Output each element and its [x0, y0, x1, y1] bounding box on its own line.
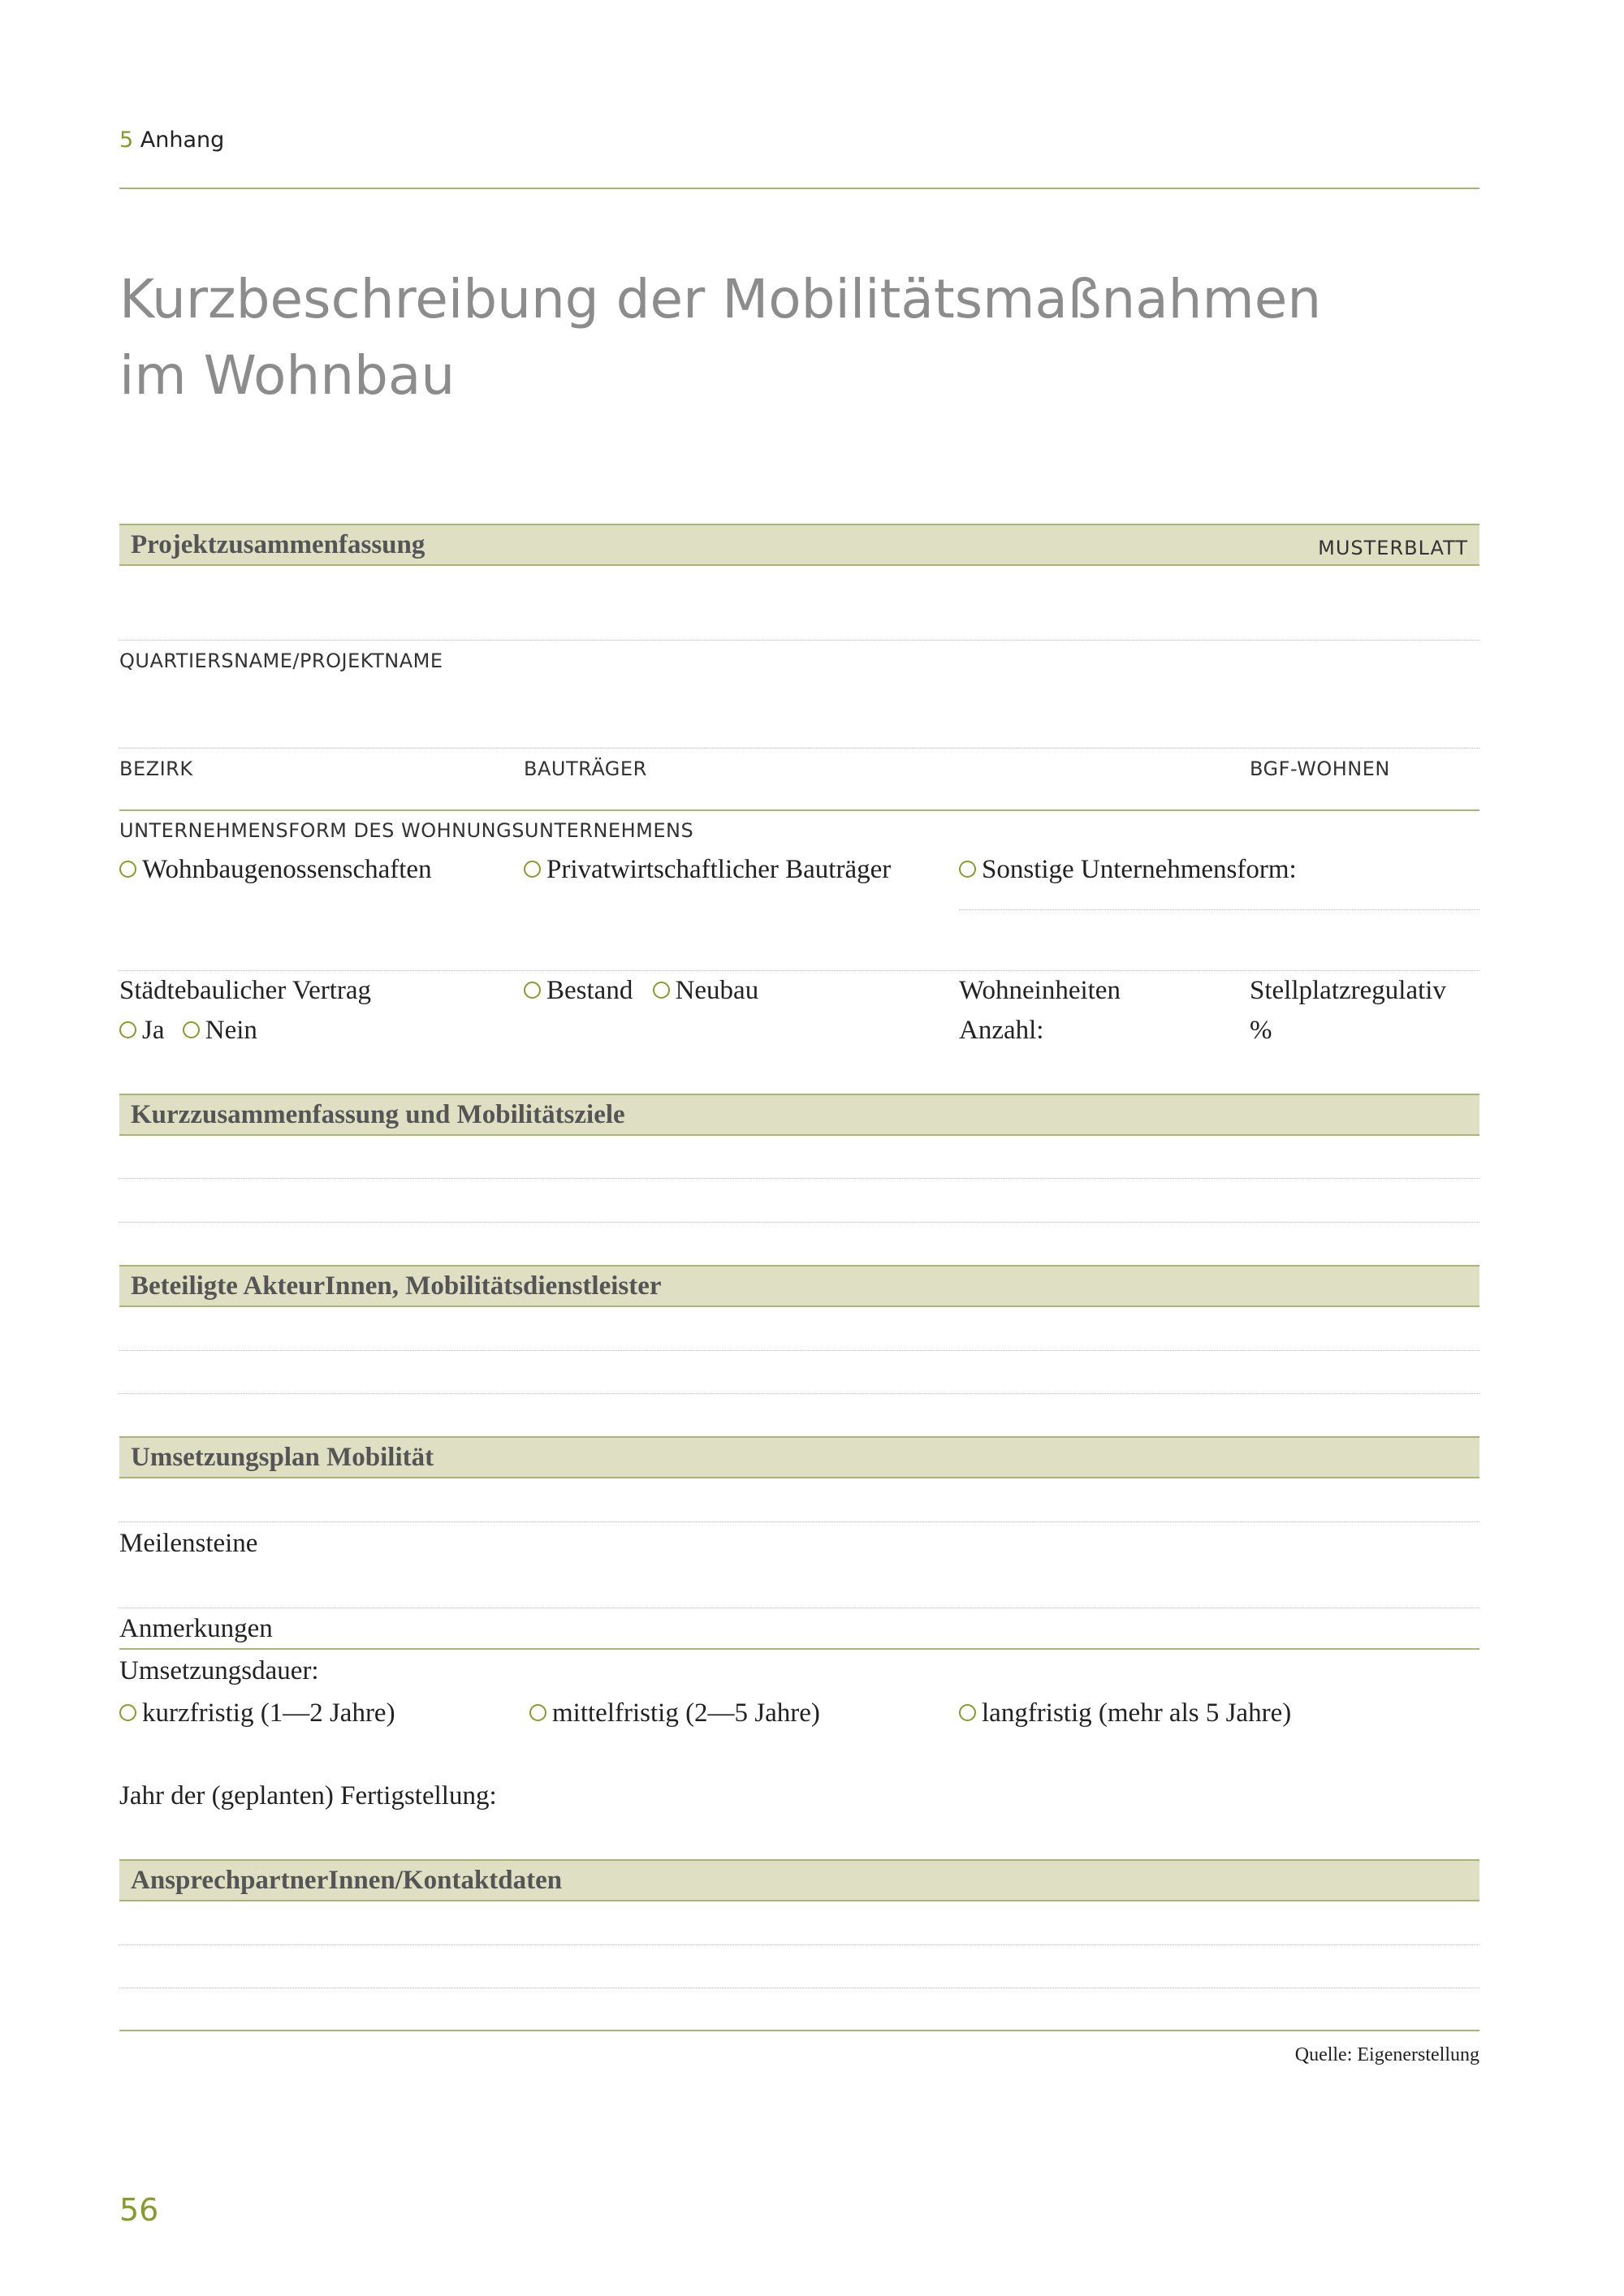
chapter-number: 5 — [119, 127, 134, 153]
radio-icon[interactable] — [529, 1704, 546, 1721]
bottom-rule — [119, 2030, 1479, 2031]
vertrag-options — [119, 1016, 257, 1046]
option-langfristig[interactable] — [959, 1698, 1291, 1728]
kurz-input-line[interactable] — [119, 1178, 1479, 1179]
meilensteine-input-line[interactable] — [119, 1521, 1479, 1522]
option-ja[interactable] — [119, 1016, 165, 1046]
divider — [119, 809, 1479, 811]
section-title: Umsetzungsplan Mobilität — [131, 1443, 434, 1472]
quartier-label: QUARTIERSNAME/PROJEKTNAME — [119, 650, 443, 672]
sonstige-input-line[interactable] — [959, 909, 1479, 910]
option-label: Sonstige Unternehmensform: — [982, 855, 1297, 884]
jahr-label: Jahr der (geplanten) Fertigstellung: — [119, 1781, 497, 1810]
option-label: mittelfristig (2—5 Jahre) — [552, 1698, 820, 1728]
wohneinheiten-label: Wohneinheiten — [959, 976, 1121, 1005]
radio-icon[interactable] — [959, 861, 976, 878]
section-title: Beteiligte AkteurInnen, Mobilitätsdienstleister — [131, 1271, 662, 1301]
radio-icon[interactable] — [119, 1704, 136, 1721]
page-title — [119, 261, 1321, 414]
vertrag-label: Städtebaulicher Vertrag — [119, 976, 372, 1005]
option-label: Ja — [142, 1016, 165, 1045]
section-title: Projektzusammenfassung — [131, 530, 425, 559]
akteure-input-line[interactable] — [119, 1393, 1479, 1394]
option-label: kurzfristig (1—2 Jahre) — [142, 1698, 395, 1728]
radio-icon[interactable] — [653, 982, 670, 999]
chapter-header — [119, 127, 224, 153]
bgf-label: BGF-WOHNEN — [1250, 757, 1390, 780]
musterblatt-badge: MUSTERBLATT — [1318, 537, 1468, 559]
quartier-input-line[interactable] — [119, 640, 1479, 641]
option-kurzfristig[interactable] — [119, 1698, 395, 1728]
stellplatz-label: Stellplatzregulativ — [1250, 976, 1446, 1005]
section-title: AnsprechpartnerInnen/Kontaktdaten — [131, 1866, 563, 1895]
anmerkungen-label: Anmerkungen — [119, 1614, 273, 1643]
kontakt-input-line[interactable] — [119, 1987, 1479, 1988]
kurz-input-line[interactable] — [119, 1222, 1479, 1223]
bezirk-input-line[interactable] — [119, 748, 1479, 749]
chapter-title: Anhang — [140, 127, 225, 153]
page-number: 56 — [119, 2192, 159, 2228]
kontakt-input-line[interactable] — [119, 1944, 1479, 1945]
section-kurzzusammenfassung — [119, 1094, 1479, 1136]
source-note: Quelle: Eigenerstellung — [1294, 2044, 1479, 2065]
section-kontakt — [119, 1859, 1479, 1901]
option-privat[interactable] — [524, 855, 891, 885]
radio-icon[interactable] — [959, 1704, 976, 1721]
option-label: Neubau — [675, 976, 759, 1005]
option-label: Wohnbaugenossenschaften — [142, 855, 432, 884]
meilensteine-label: Meilensteine — [119, 1529, 258, 1558]
section-akteure — [119, 1265, 1479, 1307]
page-title-line-2: im Wohnbau — [119, 344, 456, 407]
option-mittelfristig[interactable] — [529, 1698, 820, 1728]
option-genossenschaften[interactable] — [119, 855, 432, 885]
section-title: Kurzzusammenfassung und Mobilitätsziele — [131, 1100, 625, 1129]
radio-icon[interactable] — [183, 1021, 200, 1038]
dauer-label: Umsetzungsdauer: — [119, 1656, 319, 1685]
bautraeger-label: BAUTRÄGER — [524, 757, 647, 780]
option-label: Privatwirtschaftlicher Bauträger — [546, 855, 892, 884]
section-projektzusammenfassung — [119, 524, 1479, 566]
section-umsetzung — [119, 1436, 1479, 1478]
option-label: langfristig (mehr als 5 Jahre) — [982, 1698, 1292, 1728]
header-rule — [119, 188, 1479, 189]
unternehmensform-label: UNTERNEHMENSFORM DES WOHNUNGSUNTERNEHMENS — [119, 819, 694, 842]
divider-dotted — [119, 970, 1479, 971]
option-label: Nein — [205, 1016, 257, 1045]
bezirk-label: BEZIRK — [119, 757, 193, 780]
radio-icon[interactable] — [524, 861, 541, 878]
option-nein[interactable] — [183, 1016, 257, 1046]
radio-icon[interactable] — [119, 1021, 136, 1038]
akteure-input-line[interactable] — [119, 1350, 1479, 1351]
percent-label: % — [1250, 1016, 1272, 1045]
radio-icon[interactable] — [524, 982, 541, 999]
bau-options — [524, 976, 758, 1006]
radio-icon[interactable] — [119, 861, 136, 878]
divider — [119, 1648, 1479, 1650]
option-sonstige[interactable] — [959, 855, 1297, 885]
page-title-line-1: Kurzbeschreibung der Mobilitätsmaßnahmen — [119, 268, 1322, 330]
option-bestand[interactable] — [524, 976, 633, 1006]
option-neubau[interactable] — [653, 976, 759, 1006]
anzahl-label: Anzahl: — [959, 1016, 1044, 1045]
option-label: Bestand — [546, 976, 633, 1005]
